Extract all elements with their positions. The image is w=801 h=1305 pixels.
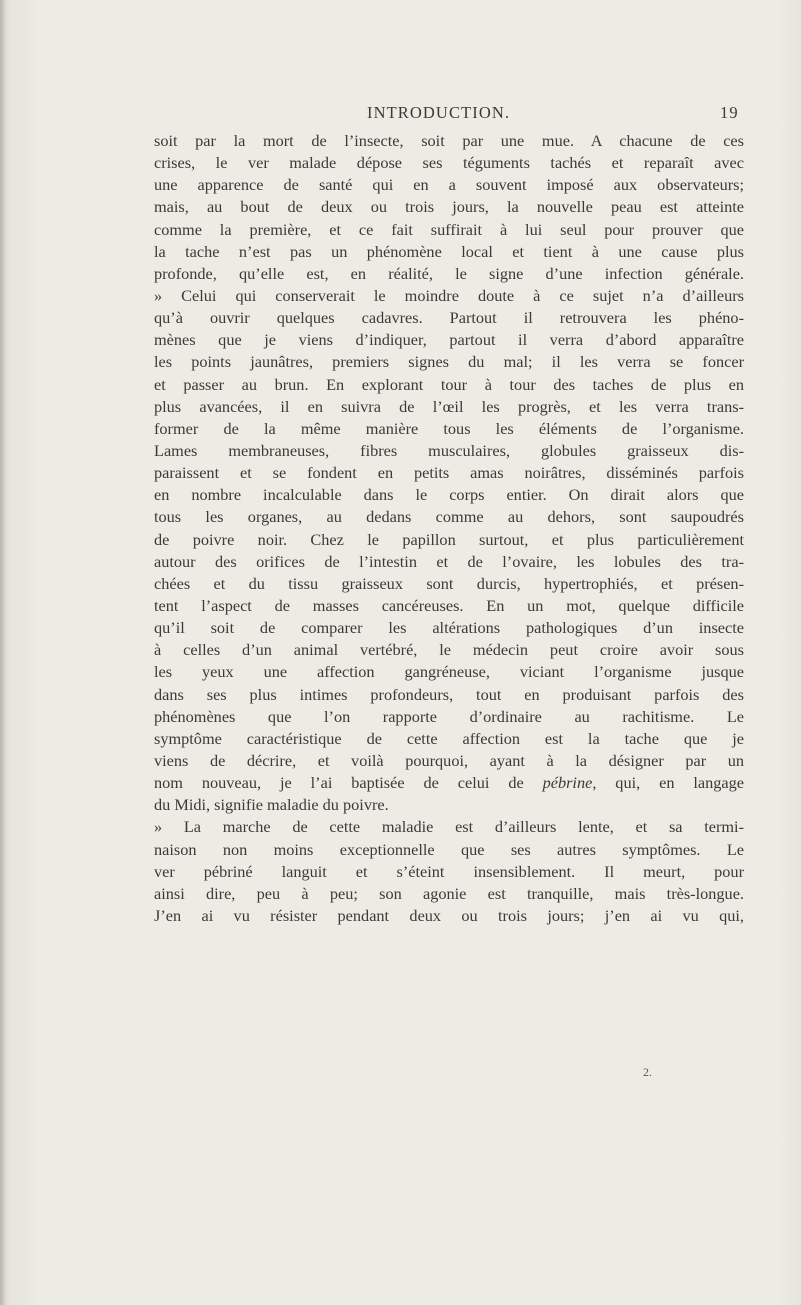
text-line: » La marche de cette maladie est d’ailleurs lente, et sa termi- bbox=[154, 817, 744, 837]
text-line: comme la première, et ce fait suffirait à lui seul pour prouver que bbox=[154, 219, 744, 239]
page-number: 19 bbox=[720, 103, 739, 122]
running-head bbox=[0, 103, 801, 127]
text-line: qu’il soit de comparer les altérations pathologiques d’un insecte bbox=[154, 618, 744, 638]
text-line: Lames membraneuses, fibres musculaires, globules graisseux dis- bbox=[154, 440, 744, 460]
text-line: du Midi, signifie maladie du poivre. bbox=[154, 795, 389, 815]
text-line: mènes que je viens d’indiquer, partout il verra d’abord apparaître bbox=[154, 330, 744, 350]
text-line: en nombre incalculable dans le corps entier. On dirait alors que bbox=[154, 485, 744, 505]
text-line: une apparence de santé qui en a souvent imposé aux observateurs; bbox=[154, 175, 744, 195]
text-line: dans ses plus intimes profondeurs, tout en produisant parfois des bbox=[154, 684, 744, 704]
text-line: qu’à ouvrir quelques cadavres. Partout il retrouvera les phéno- bbox=[154, 308, 744, 328]
text-line: paraissent et se fondent en petits amas noirâtres, disséminés parfois bbox=[154, 463, 744, 483]
text-line: et passer au brun. En explorant tour à tour des taches de plus en bbox=[154, 374, 744, 394]
text-line: plus avancées, il en suivra de l’œil les progrès, et les verra trans- bbox=[154, 396, 744, 416]
text-line: profonde, qu’elle est, en réalité, le signe d’une infection générale. bbox=[154, 263, 744, 283]
text-line: nom nouveau, je l’ai baptisée de celui de pébrine, qui, en langage bbox=[154, 773, 744, 793]
text-line: ainsi dire, peu à peu; son agonie est tranquille, mais très-longue. bbox=[154, 883, 744, 903]
text-line: soit par la mort de l’insecte, soit par une mue. A chacune de ces bbox=[154, 131, 744, 150]
text-line: à celles d’un animal vertébré, le médecin peut croire avoir sous bbox=[154, 640, 744, 660]
text-line: la tache n’est pas un phénomène local et tient à une cause plus bbox=[154, 241, 744, 261]
text-line: chées et du tissu graisseux sont durcis, hypertrophiés, et présen- bbox=[154, 573, 744, 593]
text-line: former de la même manière tous les éléments de l’organisme. bbox=[154, 418, 744, 438]
body-text bbox=[154, 130, 744, 927]
text-line: phénomènes que l’on rapporte d’ordinaire au rachitisme. Le bbox=[154, 706, 744, 726]
text-line: les points jaunâtres, premiers signes du mal; il les verra se foncer bbox=[154, 352, 744, 372]
text-line: symptôme caractéristique de cette affection est la tache que je bbox=[154, 728, 744, 748]
text-line: les yeux une affection gangréneuse, viciant l’organisme jusque bbox=[154, 662, 744, 682]
text-line: crises, le ver malade dépose ses téguments tachés et reparaît avec bbox=[154, 153, 744, 173]
text-line: tent l’aspect de masses cancéreuses. En un mot, quelque difficile bbox=[154, 595, 744, 615]
text-line: tous les organes, au dedans comme au dehors, sont saupoudrés bbox=[154, 507, 744, 527]
page-edge-shadow bbox=[0, 0, 6, 1305]
text-line: naison non moins exceptionnelle que ses autres symptômes. Le bbox=[154, 839, 744, 859]
italic-term: pébrine bbox=[542, 773, 593, 793]
text-line: mais, au bout de deux ou trois jours, la nouvelle peau est atteinte bbox=[154, 197, 744, 217]
running-head-title: INTRODUCTION. bbox=[367, 103, 511, 122]
text-line: de poivre noir. Chez le papillon surtout, et plus particulièrement bbox=[154, 529, 744, 549]
text-line: J’en ai vu résister pendant deux ou trois jours; j’en ai vu qui, bbox=[154, 905, 744, 925]
text-line: autour des orifices de l’intestin et de l’ovaire, les lobules des tra- bbox=[154, 551, 744, 571]
text-line: ver pébriné languit et s’éteint insensiblement. Il meurt, pour bbox=[154, 861, 744, 881]
text-line: » Celui qui conserverait le moindre doute à ce sujet n’a d’ailleurs bbox=[154, 285, 744, 305]
text-line: viens de décrire, et voilà pourquoi, ayant à la désigner par un bbox=[154, 750, 744, 770]
printer-signature-mark: 2. bbox=[643, 1065, 652, 1079]
